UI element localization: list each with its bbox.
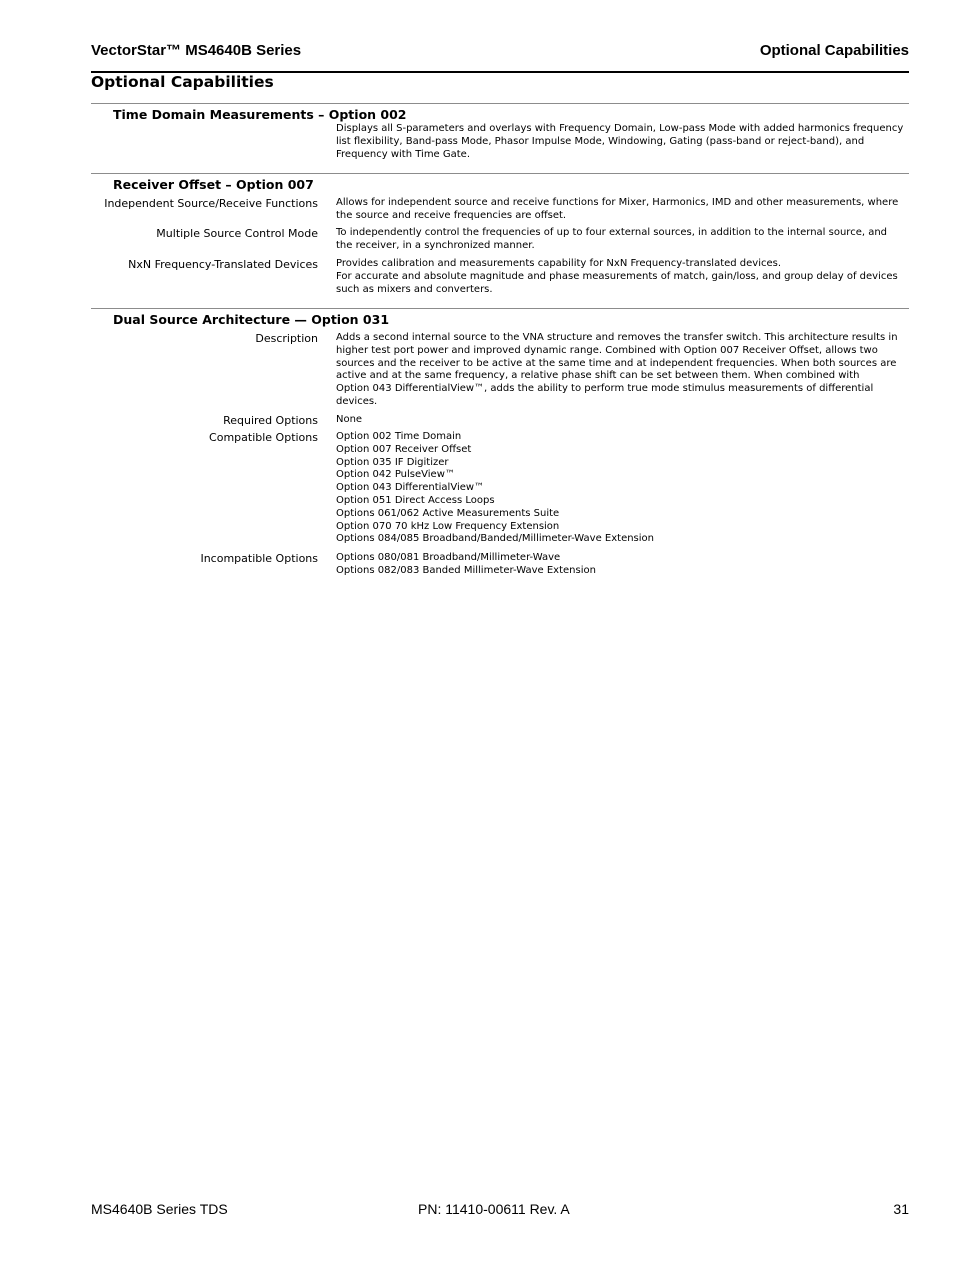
block-heading: Dual Source Architecture — Option 031 bbox=[113, 312, 390, 327]
value-line: Frequency with Time Gate. bbox=[336, 148, 471, 160]
footer-doc-title: MS4640B Series TDS bbox=[91, 1201, 228, 1217]
value-line: Options 061/062 Active Measurements Suite bbox=[336, 507, 560, 519]
spec-value bbox=[336, 227, 909, 253]
value-line: devices. bbox=[336, 395, 378, 407]
value-line: Option 042 PulseView™ bbox=[336, 469, 455, 481]
running-header bbox=[91, 41, 909, 73]
spec-value bbox=[336, 552, 909, 578]
spec-value bbox=[336, 197, 909, 223]
spec-label: Multiple Source Control Mode bbox=[156, 227, 318, 240]
spec-value bbox=[336, 431, 909, 546]
header-product-name: VectorStar™ MS4640B Series bbox=[91, 42, 302, 59]
value-line: Option 043 DifferentialView™, adds the ability to perform true mode stimulus measurements of differential bbox=[336, 383, 874, 395]
spec-label: NxN Frequency-Translated Devices bbox=[128, 258, 318, 271]
value-line: list flexibility, Band-pass Mode, Phasor Impulse Mode, Windowing, Gating (pass-band or reject-band), and bbox=[336, 135, 865, 147]
spec-label: Description bbox=[255, 332, 318, 345]
value-line: such as mixers and converters. bbox=[336, 283, 493, 295]
spec-value bbox=[336, 414, 909, 427]
value-line: Option 002 Time Domain bbox=[336, 431, 462, 442]
value-line: Options 082/083 Banded Millimeter-Wave Extension bbox=[336, 564, 596, 576]
value-line: Options 080/081 Broadband/Millimeter-Wave bbox=[336, 552, 561, 563]
value-line: sources and the receiver to be active at the same time and at independent frequencies. When both sources are bbox=[336, 357, 897, 369]
value-line: the source and receive frequencies are offset. bbox=[336, 209, 567, 221]
page-number: 31 bbox=[893, 1201, 909, 1217]
value-line: To independently control the frequencies of up to four external sources, in addition to the internal source, and bbox=[336, 227, 888, 238]
block-heading: Receiver Offset – Option 007 bbox=[113, 177, 314, 192]
value-line: Option 035 IF Digitizer bbox=[336, 456, 449, 468]
header-section-name: Optional Capabilities bbox=[759, 42, 909, 59]
value-line: Option 043 DifferentialView™ bbox=[336, 482, 485, 494]
spec-value bbox=[336, 123, 909, 161]
spec-block-time-domain bbox=[91, 103, 909, 174]
spec-label: Required Options bbox=[223, 414, 318, 427]
value-line: None bbox=[336, 414, 363, 425]
value-line: For accurate and absolute magnitude and phase measurements of match, gain/loss, and group delay of devices bbox=[336, 270, 898, 282]
value-line: active and at the same frequency, a relative phase shift can be set between them. When combined with bbox=[336, 370, 860, 382]
section-title: Optional Capabilities bbox=[91, 73, 274, 91]
value-line: the receiver, in a synchronized manner. bbox=[336, 239, 535, 251]
value-line: Option 051 Direct Access Loops bbox=[336, 494, 495, 506]
value-line: Provides calibration and measurements capability for NxN Frequency-translated devices. bbox=[336, 258, 782, 269]
spec-label: Compatible Options bbox=[209, 431, 318, 444]
spec-block-dual-source bbox=[91, 308, 909, 589]
block-heading: Time Domain Measurements – Option 002 bbox=[113, 107, 407, 122]
document-page bbox=[91, 0, 909, 1269]
spec-label: Independent Source/Receive Functions bbox=[104, 197, 318, 210]
spec-block-receiver-offset bbox=[91, 173, 909, 308]
spec-label: Incompatible Options bbox=[200, 552, 318, 565]
value-line: Displays all S-parameters and overlays with Frequency Domain, Low-pass Mode with added harmonics frequency bbox=[336, 123, 904, 134]
value-line: Allows for independent source and receive functions for Mixer, Harmonics, IMD and other measurements, where bbox=[336, 197, 899, 208]
value-line: Option 007 Receiver Offset bbox=[336, 443, 472, 455]
value-line: Adds a second internal source to the VNA structure and removes the transfer switch. This architecture results in bbox=[336, 332, 898, 343]
value-line: higher test port power and improved dynamic range. Combined with Option 007 Receiver Offset, allows two bbox=[336, 344, 878, 356]
footer-part-number: PN: 11410-00611 Rev. A bbox=[418, 1201, 570, 1217]
value-line: Option 070 70 kHz Low Frequency Extension bbox=[336, 520, 560, 532]
spec-value bbox=[336, 332, 909, 409]
spec-value bbox=[336, 258, 909, 296]
value-line: Options 084/085 Broadband/Banded/Millimeter-Wave Extension bbox=[336, 533, 655, 545]
